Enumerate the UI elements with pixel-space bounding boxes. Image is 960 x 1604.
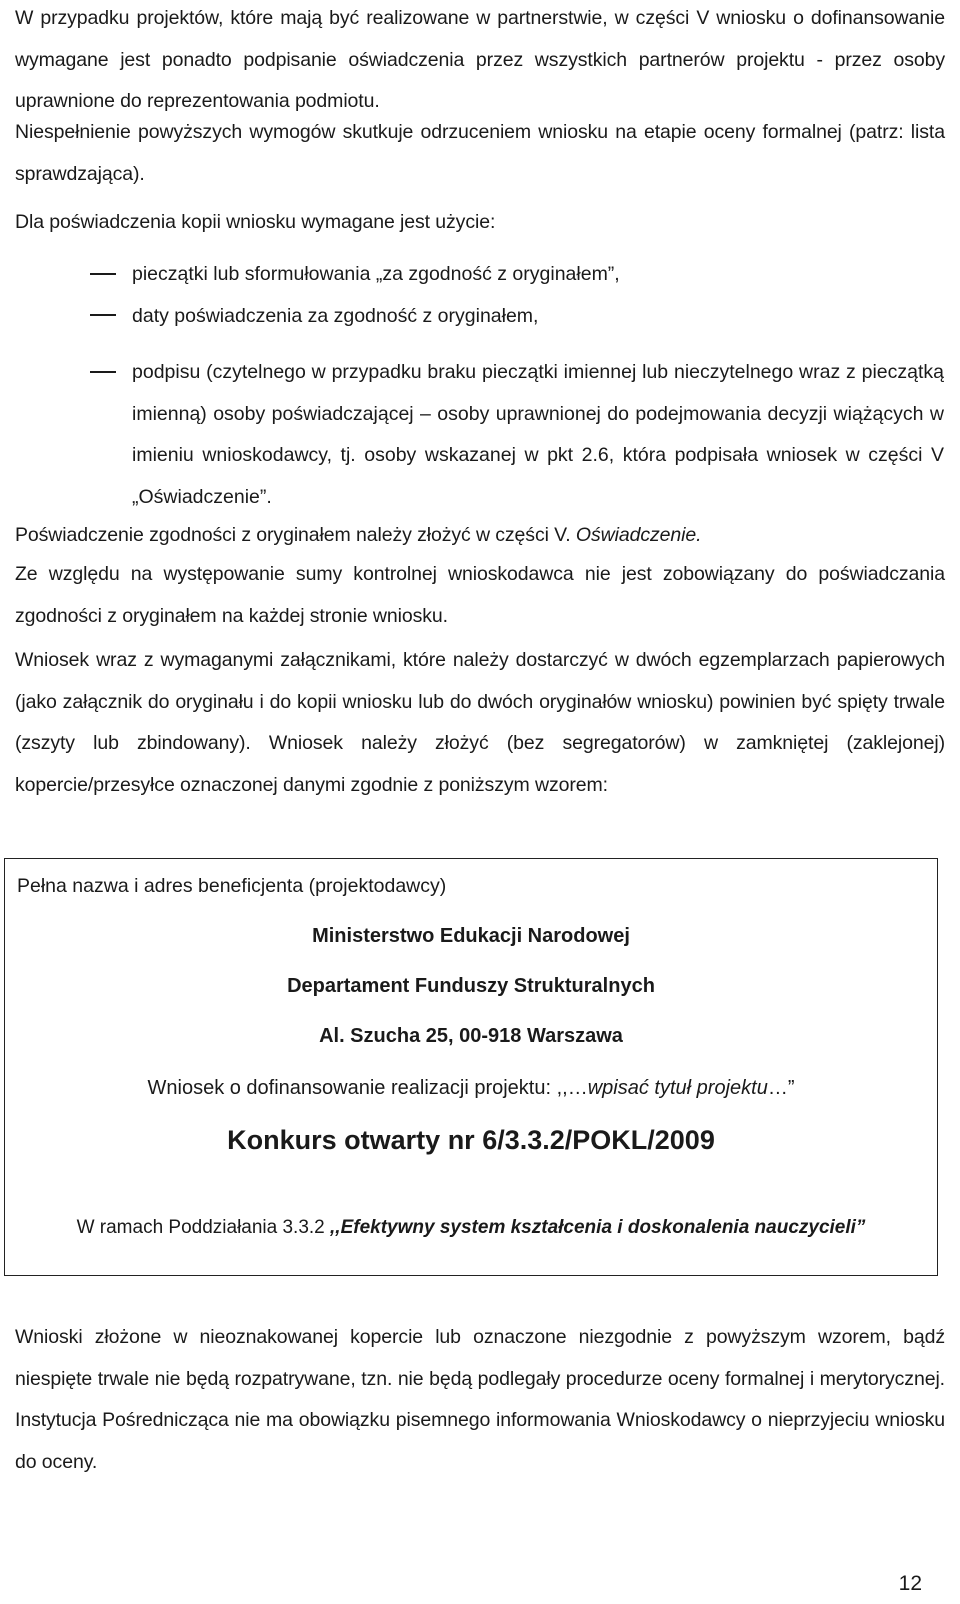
envelope-project-line xyxy=(5,1077,937,1100)
bullet-dash xyxy=(90,314,116,316)
paragraph-partnership: W przypadku projektów, które mają być realizowane w partnerstwie, w części V wniosku o dofinansowanie wymagane jest ponadto podpisanie oświadczenia przez wszystkich partnerów projektu - przez osoby uprawnione do reprezentowania podmiotu. xyxy=(15,7,945,112)
paragraph-rejection: Wnioski złożone w nieoznakowanej kopercie lub oznaczone niezgodnie z powyższym wzorem, bądź niespięte trwale nie będą rozpatrywane, tzn. nie będą podlegały procedurze oceny formalnej i merytorycznej. Instytucja Pośrednicząca nie ma obowiązku pisemnego informowania Wnioskodawcy o nieprzyjeciu wniosku do oceny. xyxy=(15,1326,945,1473)
paragraph-copy-certification: Dla poświadczenia kopii wniosku wymagane jest użycie: xyxy=(15,211,496,233)
paragraph-submission: Wniosek wraz z wymaganymi załącznikami, które należy dostarczyć w dwóch egzemplarzach papierowych (jako załącznik do oryginału i do kopii wniosku lub do dwóch oryginałów wniosku) powinien być spięty trwale (zszyty lub zbindowany). Wniosek należy złożyć (bez segregatorów) w zamkniętej (zaklejonej) kopercie/przesyłce oznaczonej danymi zgodnie z poniższym wzorem: xyxy=(15,649,945,796)
certification-text: Poświadczenie zgodności z oryginałem należy złożyć w części V. xyxy=(15,524,576,546)
project-quote-close: …” xyxy=(767,1077,795,1099)
envelope-template-box xyxy=(4,858,938,1276)
page-number: 12 xyxy=(898,1572,922,1595)
envelope-sender-label: Pełna nazwa i adres beneficjenta (projektodawcy) xyxy=(17,875,447,897)
certification-part-name: Oświadczenie. xyxy=(575,524,702,546)
project-prefix: Wniosek o dofinansowanie realizacji projektu: xyxy=(147,1077,557,1099)
envelope-department: Departament Funduszy Strukturalnych xyxy=(287,975,655,997)
project-title-placeholder: wpisać tytuł projektu xyxy=(587,1077,768,1099)
bullet-item-stamp: pieczątki lub sformułowania „za zgodność z oryginałem”, xyxy=(132,263,620,285)
envelope-ministry: Ministerstwo Edukacji Narodowej xyxy=(312,925,630,947)
paragraph-requirements: Niespełnienie powyższych wymogów skutkuje odrzuceniem wniosku na etapie oceny formalnej (patrz: lista sprawdzająca). xyxy=(15,121,945,185)
subaction-prefix: W ramach Poddziałania 3.3.2 xyxy=(76,1217,331,1238)
bullet-dash xyxy=(90,371,116,373)
paragraph-certification-place xyxy=(15,515,945,557)
project-quote-open: ,,… xyxy=(556,1077,588,1099)
bullet-item-date: daty poświadczenia za zgodność z oryginałem, xyxy=(132,305,539,327)
envelope-contest-number: Konkurs otwarty nr 6/3.3.2/POKL/2009 xyxy=(227,1125,715,1155)
bullet-item-signature: podpisu (czytelnego w przypadku braku pieczątki imiennej lub nieczytelnego wraz z pieczątką imienną) osoby poświadczającej – osoby uprawnionej do podejmowania decyzji wiążących w imieniu wnioskodawcy, tj. osoby wskazanej w pkt 2.6, która podpisała wniosek w części V „Oświadczenie”. xyxy=(132,361,944,508)
envelope-subaction-line xyxy=(5,1217,937,1239)
envelope-address: Al. Szucha 25, 00-918 Warszawa xyxy=(319,1025,623,1047)
bullet-dash xyxy=(90,273,116,275)
paragraph-checksum: Ze względu na występowanie sumy kontrolnej wnioskodawca nie jest zobowiązany do poświadczania zgodności z oryginałem na każdej stronie wniosku. xyxy=(15,563,945,627)
subaction-title: ,,Efektywny system kształcenia i doskonalenia nauczycieli” xyxy=(330,1217,866,1238)
